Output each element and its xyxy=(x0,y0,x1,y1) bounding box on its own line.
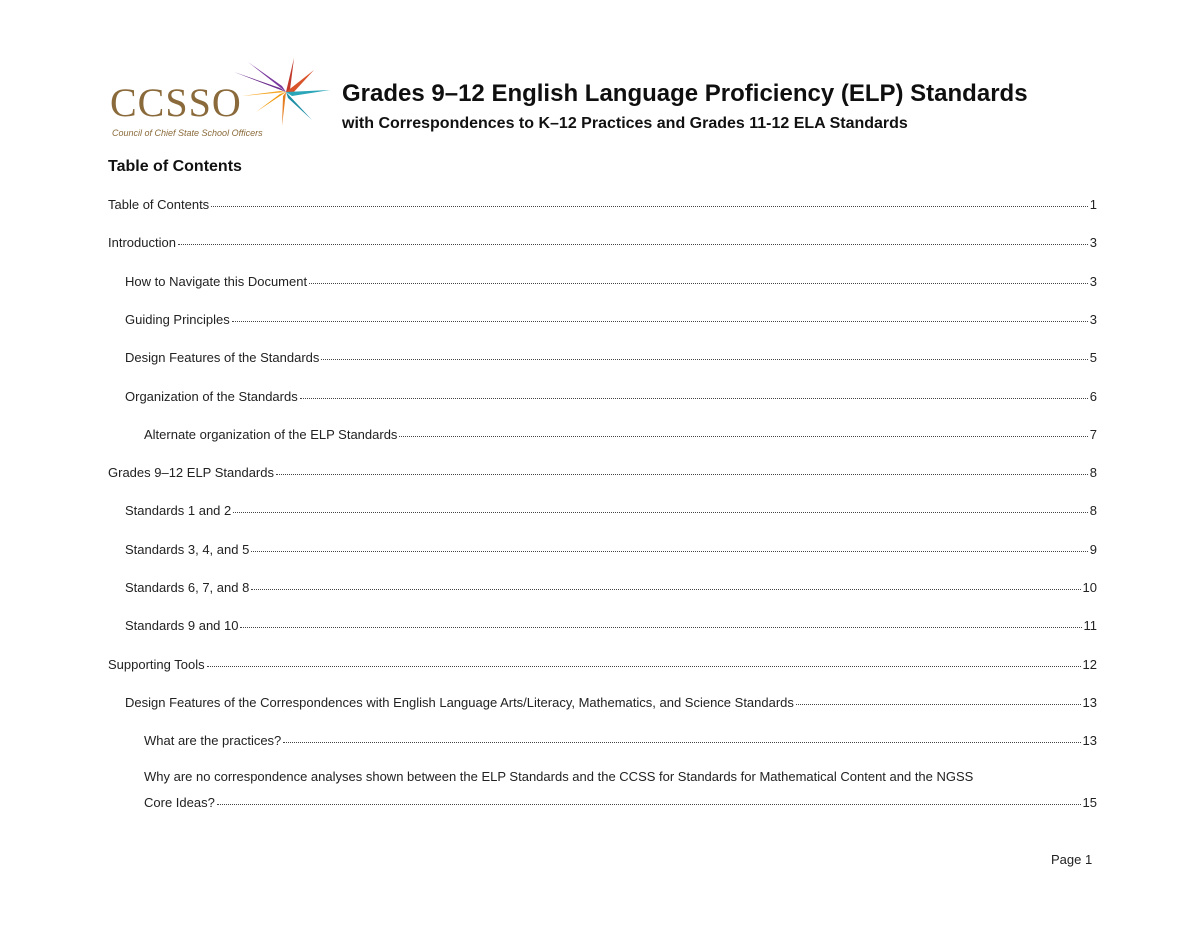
toc-entry[interactable] xyxy=(125,386,1097,404)
toc-entry-label: Grades 9–12 ELP Standards xyxy=(108,465,274,481)
toc-entry-label: Supporting Tools xyxy=(108,656,205,672)
toc-entry-label: Alternate organization of the ELP Standards xyxy=(144,426,398,442)
toc-dot-leader xyxy=(283,728,1080,743)
toc-entry-label: Organization of the Standards xyxy=(125,388,298,404)
toc-dot-leader xyxy=(240,613,1081,628)
logo-wordmark: CCSSO xyxy=(110,80,242,125)
toc-dot-leader xyxy=(217,790,1081,805)
toc-entry[interactable] xyxy=(144,769,1097,810)
toc-entry[interactable] xyxy=(125,271,1097,289)
toc-dot-leader xyxy=(251,537,1087,552)
toc-dot-leader xyxy=(276,460,1088,475)
toc-entry[interactable] xyxy=(108,462,1097,480)
toc-entry-page: 13 xyxy=(1082,694,1097,710)
toc-entry-page: 9 xyxy=(1089,541,1097,557)
toc-entry[interactable] xyxy=(125,347,1097,365)
toc-dot-leader xyxy=(178,230,1088,245)
ccsso-logo xyxy=(106,54,332,146)
toc-entry-page: 12 xyxy=(1082,656,1097,672)
toc-entry-label: Standards 1 and 2 xyxy=(125,503,232,519)
toc-entry-page: 6 xyxy=(1089,388,1097,404)
toc-entry-page: 8 xyxy=(1089,465,1097,481)
toc-entry-label: Standards 3, 4, and 5 xyxy=(125,541,250,557)
toc-entry-page: 15 xyxy=(1082,794,1097,810)
toc-entry-page: 11 xyxy=(1083,618,1097,634)
toc-entry[interactable] xyxy=(108,654,1097,672)
document-subtitle: with Correspondences to K–12 Practices and Grades 11-12 ELA Standards xyxy=(342,115,908,132)
toc-entry-page: 3 xyxy=(1089,311,1097,327)
page-number: Page 1 xyxy=(1051,852,1093,867)
toc-entry-label: Design Features of the Standards xyxy=(125,350,320,366)
toc-entry-page: 3 xyxy=(1089,235,1097,251)
toc-dot-leader xyxy=(399,422,1087,437)
toc-entry[interactable] xyxy=(125,577,1097,595)
toc-heading: Table of Contents xyxy=(108,158,242,175)
toc-entry[interactable] xyxy=(125,539,1097,557)
toc-dot-leader xyxy=(211,192,1088,207)
toc-entry-label: Design Features of the Correspondences with English Language Arts/Literacy, Mathematics, and Science Standards xyxy=(125,694,794,710)
toc-entry[interactable] xyxy=(125,500,1097,518)
toc-entry-label: Standards 6, 7, and 8 xyxy=(125,580,250,595)
toc-dot-leader xyxy=(309,269,1088,284)
toc-entry-page: 5 xyxy=(1089,350,1097,366)
toc-dot-leader xyxy=(300,384,1088,399)
toc-entry[interactable] xyxy=(144,424,1097,442)
toc-entry-label: Why are no correspondence analyses shown between the ELP Standards and the CCSS for Standards for Mathematical Content and the NGSS xyxy=(144,768,974,784)
document-title: Grades 9–12 English Language Proficiency (ELP) Standards xyxy=(342,80,1028,107)
toc-entry-page: 13 xyxy=(1082,733,1097,749)
toc-dot-leader xyxy=(233,498,1088,513)
toc-entry-label: Guiding Principles xyxy=(125,311,230,327)
toc-entry-label: How to Navigate this Document xyxy=(125,273,308,289)
toc-dot-leader xyxy=(207,652,1081,667)
toc-entry-label: Standards 9 and 10 xyxy=(125,618,239,634)
toc-dot-leader xyxy=(321,345,1087,360)
toc-entry-page: 8 xyxy=(1089,503,1097,519)
toc-entry[interactable] xyxy=(108,232,1097,250)
toc-entry-page: 10 xyxy=(1082,580,1097,595)
toc-entry-label: What are the practices? xyxy=(144,733,282,749)
toc-entry-label: Introduction xyxy=(108,235,176,251)
toc-entry[interactable] xyxy=(125,692,1097,710)
toc-entry[interactable] xyxy=(125,309,1097,327)
toc-entry-page: 1 xyxy=(1089,197,1097,212)
toc-entry-label-continued: Core Ideas? xyxy=(144,794,215,810)
toc-entry[interactable] xyxy=(108,194,1097,212)
toc-entry[interactable] xyxy=(144,730,1097,748)
toc-entry-page: 7 xyxy=(1089,426,1097,442)
toc-dot-leader xyxy=(251,575,1080,590)
toc-dot-leader xyxy=(232,307,1088,322)
toc-entry[interactable] xyxy=(125,615,1097,633)
toc-entry-label: Table of Contents xyxy=(108,197,210,212)
logo-tagline: Council of Chief State School Officers xyxy=(112,128,263,138)
toc-entry-page: 3 xyxy=(1089,273,1097,289)
toc-dot-leader xyxy=(796,690,1081,705)
